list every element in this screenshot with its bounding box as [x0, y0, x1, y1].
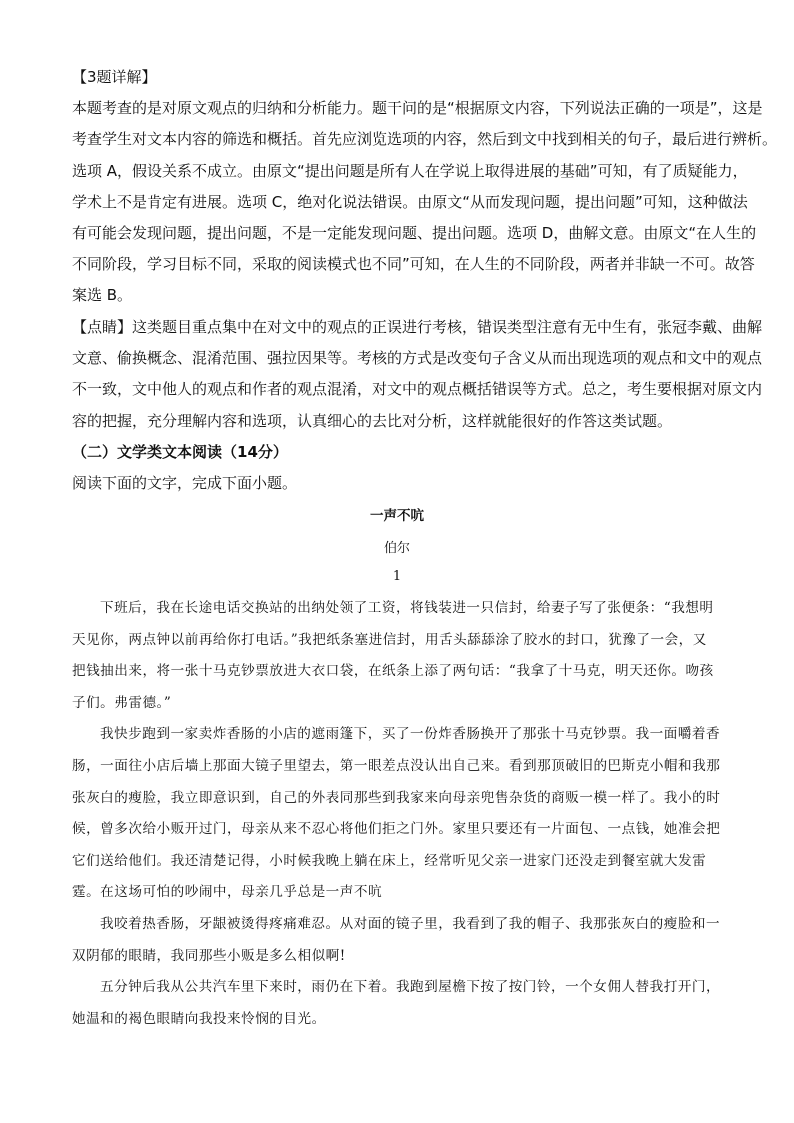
analysis-line: 本题考查的是对原文观点的归纳和分析能力。题干问的是“根据原文内容，下列说法正确的一项是”，这是: [72, 99, 763, 118]
analysis-line: 案选 B。: [72, 286, 133, 305]
story-line: 五分钟后我从公共汽车里下来时，雨仍在下着。我跑到屋檐下按了按门铃，一个女佣人替我打开门，: [100, 979, 721, 996]
story-paragraph: [72, 909, 726, 972]
story-line: 候，曾多次给小贩开过门，母亲从来不忍心将他们拒之门外。家里只要还有一片面包、一点钱，她准会把: [72, 821, 721, 838]
story-line: 下班后，我在长途电话交换站的出纳处领了工资，将钱装进一只信封，给妻子写了张便条：“我想明: [100, 600, 714, 616]
story-paragraph: [72, 972, 726, 1035]
tip-line: 不一致，文中他人的观点和作者的观点混淆，对文中的观点概括错误等方式。总之，考生要根据对原文内: [72, 380, 763, 399]
story-paragraph: [72, 719, 726, 909]
tip-note: [72, 312, 763, 437]
answer-analysis: [72, 62, 778, 312]
section-heading: （二）文学类文本阅读（14分）: [72, 443, 288, 461]
story-chapter-number: 1: [392, 569, 402, 584]
analysis-line: 学术上不是肯定有进展。选项 C，绝对化说法错误。由原文“从而发现问题，提出问题”可知，这种做法: [72, 192, 748, 211]
story-body: [72, 593, 726, 1035]
tip-line: 文意、偷换概念、混淆范围、强拉因果等。考核的方式是改变句子含义从而出现选项的观点和文中的观点: [72, 349, 763, 368]
story-line: 霆。在这场可怕的吵闹中，母亲几乎总是一声不吭: [72, 884, 383, 901]
analysis-heading: 【3题详解】: [72, 68, 157, 86]
story-line: 张灰白的瘦脸，我立即意识到，自己的外表同那些到我家来向母亲兜售杂货的商贩一模一样了。我小的时: [72, 789, 721, 806]
analysis-line: 选项 A，假设关系不成立。由原文“提出问题是所有人在学说上取得进展的基础”可知，有了质疑能力，: [72, 161, 748, 180]
story-line: 肠，一面往小店后墙上那面大镜子里望去，第一眼差点没认出自己来。看到那顶破旧的巴斯克小帽和我那: [72, 757, 721, 774]
tip-line: 【点睛】这类题目重点集中在对文中的观点的正误进行考核，错误类型注意有无中生有，张冠李戴、曲解: [72, 318, 763, 336]
tip-line: 容的把握，充分理解内容和选项，认真细心的去比对分析，这样就能很好的作答这类试题。: [72, 411, 673, 430]
story-line: 把钱抽出来，将一张十马克钞票放进大衣口袋，在纸条上添了两句话：“我拿了十马克，明天还你。吻孩: [72, 663, 714, 680]
story-line: 我咬着热香肠，牙龈被烫得疼痛难忍。从对面的镜子里，我看到了我的帽子、我那张灰白的瘦脸和一: [100, 915, 721, 932]
analysis-line: 不同阶段，学习目标不同，采取的阅读模式也不同”可知，在人生的不同阶段，两者并非缺一不可。故答: [72, 255, 755, 274]
story-line: 双阴郁的眼睛，我同那些小贩是多么相似啊!: [72, 947, 346, 964]
analysis-line: 有可能会发现问题，提出问题，不是一定能发现问题、提出问题。选项 D，曲解文意。由原文“在人生的: [72, 223, 757, 242]
story-line: 子们。弗雷德。”: [72, 694, 172, 711]
section-instruction: 阅读下面的文字，完成下面小题。: [72, 474, 298, 493]
story-author: 伯尔: [383, 541, 410, 556]
story-line: 它们送给他们。我还清楚记得，小时候我晚上躺在床上，经常听见父亲一进家门还没走到餐室就大发雷: [72, 852, 707, 869]
section-header: [72, 437, 726, 499]
analysis-line: 考查学生对文本内容的筛选和概括。首先应浏览选项的内容，然后到文中找到相关的句子，最后进行辨析。: [72, 130, 778, 149]
story-paragraph: [72, 593, 726, 719]
story-title: 一声不吭: [370, 508, 424, 524]
story-line: 我快步跑到一家卖炸香肠的小店的遮雨篷下，买了一份炸香肠换开了那张十马克钞票。我一面嚼着香: [100, 726, 721, 743]
story-line: 她温和的褐色眼睛向我投来怜悯的目光。: [72, 1010, 326, 1027]
story-line: 天见你，两点钟以前再给你打电话。”我把纸条塞进信封，用舌头舔舔涂了胶水的封口，犹豫了一会，又: [72, 631, 707, 648]
